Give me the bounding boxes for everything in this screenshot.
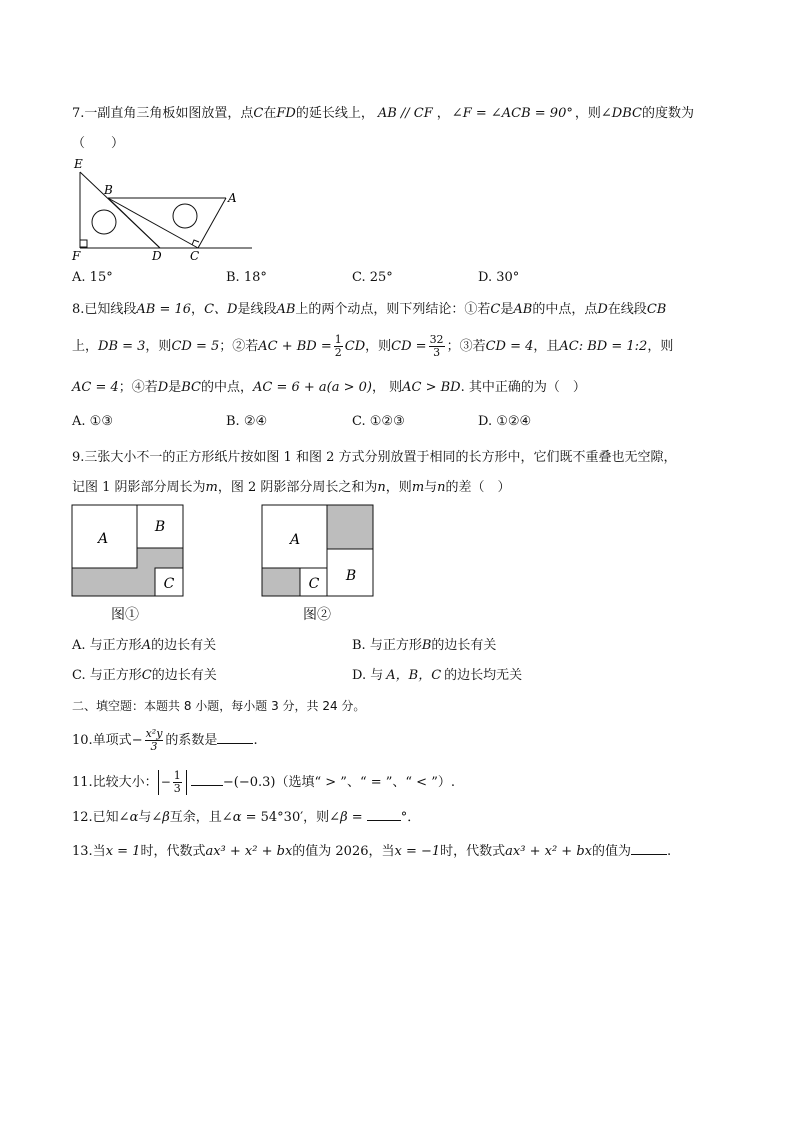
q11: 11.比较大小： − $\frac{1}{3}$ −(−0.3)（选填“ > ”、“ = ”、“ < ”）.: [72, 769, 455, 795]
q7-option-c: C. 25°: [352, 270, 393, 285]
q12-answer-blank[interactable]: [367, 820, 401, 821]
q7-figure: [70, 156, 260, 264]
q13-answer-blank[interactable]: [631, 854, 667, 855]
fig1-label-a: A: [97, 531, 109, 547]
label-A: A: [228, 191, 237, 205]
q11-answer-blank[interactable]: [191, 785, 223, 786]
q7-option-a: A. 15°: [72, 270, 113, 285]
q9-line1: 9.三张大小不一的正方形纸片按如图 1 和图 2 方式分别放置于相同的长方形中，它们既不重叠也无空隙，: [72, 450, 677, 465]
fig2-label-c: C: [308, 576, 320, 592]
q9-figure-1-caption: 图①: [111, 607, 139, 623]
q7-stem: 7.一副直角三角板如图放置，点C在FD的延长线上， AB // CF ， ∠F = ∠ACB = 90° ，则∠DBC的度数为: [72, 106, 694, 121]
q9-figure-2: [261, 504, 375, 598]
q7-option-d: D. 30°: [478, 270, 520, 285]
fig1-label-b: B: [154, 519, 166, 535]
label-F: F: [72, 249, 81, 263]
q8-option-c: C. ①②③: [352, 414, 405, 429]
q8-option-a: A. ①③: [72, 414, 113, 429]
fig1-label-c: C: [163, 576, 175, 592]
q10: 10.单项式− $\frac{\text{x²y}}{3}$ 的系数是 .: [72, 727, 258, 753]
label-E: E: [74, 157, 83, 171]
q9-option-a: A. 与正方形A的边长有关: [72, 638, 217, 653]
fig2-label-b: B: [345, 568, 357, 584]
q10-fraction: $\frac{\text{x²y}}{3}$: [145, 727, 163, 753]
fig2-label-a: A: [289, 532, 301, 548]
q8-option-b: B. ②④: [226, 414, 268, 429]
q10-answer-blank[interactable]: [217, 743, 253, 744]
label-B: B: [104, 183, 113, 197]
label-D: D: [152, 249, 162, 263]
label-C: C: [190, 249, 200, 263]
fraction-32-3: $\frac{32}{3}$: [429, 333, 444, 359]
q11-abs-value: − $\frac{1}{3}$: [158, 770, 187, 795]
fraction-half: $\frac{1}{2}$: [334, 333, 342, 359]
q8-line3: AC = 4；④若D是BC的中点，AC = 6 + a(a > 0)， 则AC > BD. 其中正确的为（ ）: [72, 380, 586, 395]
q8-option-d: D. ①②④: [478, 414, 532, 429]
q9-option-d: D. 与 A，B，C 的边长均无关: [352, 668, 523, 683]
q7-paren: （ ）: [72, 136, 125, 151]
q9-option-c: C. 与正方形C的边长有关: [72, 668, 217, 683]
q9-option-b: B. 与正方形B的边长有关: [352, 638, 497, 653]
q7-option-b: B. 18°: [226, 270, 267, 285]
q9-figure-2-caption: 图②: [303, 607, 331, 623]
q8-line1: 8.已知线段AB = 16，C、D是线段AB上的两个动点，则下列结论：①若C是AB的中点，点D在线段CB: [72, 302, 667, 317]
q8-line2: 上，DB = 3，则CD = 5；②若AC + BD = $\frac{1}{2}$ CD，则CD = $\frac{32}{3}$ ；③若CD = 4，且AC: BD = 1:2，则: [72, 333, 674, 359]
q13: 13.当x = 1时，代数式ax³ + x² + bx的值为 2026，当x = −1时，代数式ax³ + x² + bx的值为 .: [72, 844, 672, 859]
q9-figure-1: [71, 504, 185, 598]
q9-line2: 记图 1 阴影部分周长为m，图 2 阴影部分周长之和为n，则m与n的差（ ）: [72, 480, 511, 495]
section-2-heading: 二、填空题：本题共 8 小题，每小题 3 分，共 24 分。: [72, 699, 366, 713]
q12: 12.已知∠α与∠β互余，且∠α = 54°30′，则∠β = °．: [72, 810, 421, 825]
